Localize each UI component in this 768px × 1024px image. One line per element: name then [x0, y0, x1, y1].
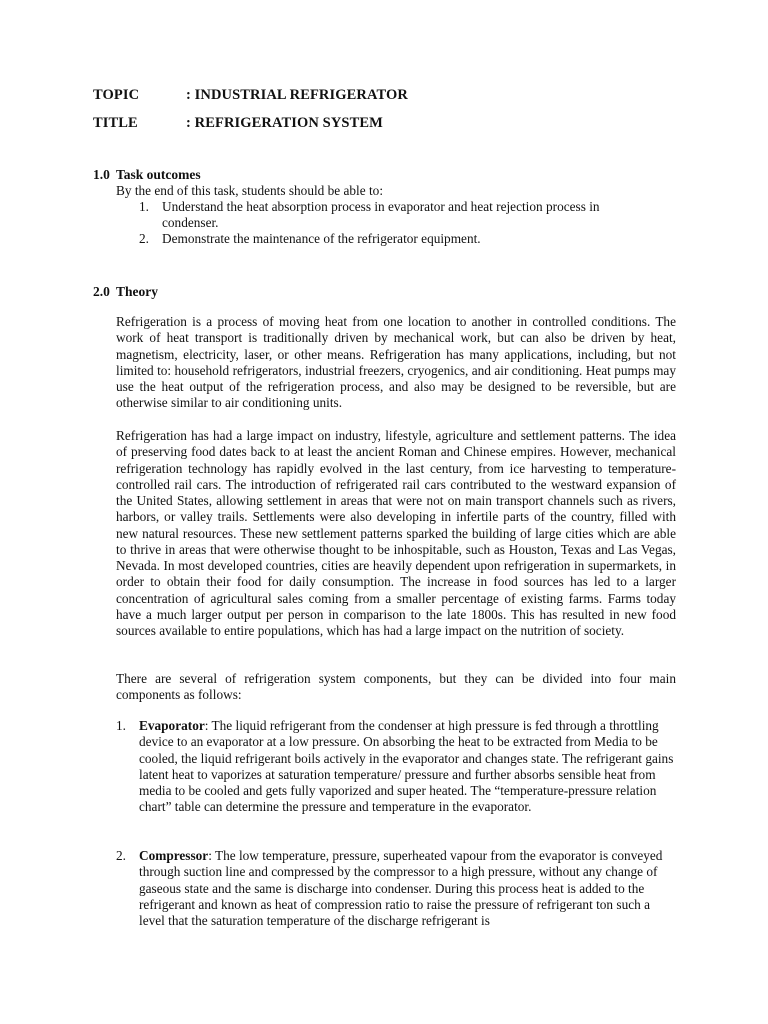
section-1-number: 1.0 — [93, 167, 110, 182]
component-2-name: Compressor — [139, 848, 209, 863]
outcome-1-number: 1. — [139, 199, 149, 214]
component-2-item — [139, 848, 677, 929]
theory-paragraph-3: There are several of refrigeration system components, but they can be divided into four main components as follows: — [116, 671, 676, 703]
title-key: TITLE — [93, 115, 138, 131]
topic-key: TOPIC — [93, 87, 140, 103]
outcome-1-line-1: Understand the heat absorption process in evaporator and heat rejection process in — [162, 199, 600, 214]
component-2-number: 2. — [116, 848, 126, 863]
section-2-title: Theory — [116, 284, 158, 299]
theory-paragraph-1: Refrigeration is a process of moving heat from one location to another in controlled conditions. The work of heat transport is traditionally driven by mechanical work, but can also be driven by heat, magnetism, electricity, laser, or other means. Refrigeration has many applications, including, but not limited to: household refrigerators, industrial freezers, cryogenics, and air conditioning. Heat pumps may use the heat output of the refrigeration process, and also may be designed to be reversible, but are otherwise similar to air conditioning units. — [116, 314, 676, 411]
outcome-2-number: 2. — [139, 231, 149, 246]
component-1-item — [139, 718, 677, 816]
topic-line — [93, 87, 408, 104]
section-2-number: 2.0 — [93, 284, 110, 299]
topic-value: : INDUSTRIAL REFRIGERATOR — [186, 87, 408, 103]
component-1-text: : The liquid refrigerant from the condenser at high pressure is fed through a throttling device to an evaporator at a low pressure. On absorbing the heat to be extracted from Media to be cooled, the liquid refrigerant boils actively in the evaporator and changes state. The refrigerant gains latent heat to vaporizes at saturation temperature/ pressure and further absorbs sensible heat from media to be cooled and gets fully vaporized and super heated. The “temperature-pressure relation chart” table can determine the pressure and temperature in the evaporator. — [139, 718, 674, 815]
outcome-2-line-1: Demonstrate the maintenance of the refrigerator equipment. — [162, 231, 481, 246]
section-1-intro: By the end of this task, students should be able to: — [116, 183, 384, 198]
section-1-heading — [93, 167, 201, 183]
component-1-name: Evaporator — [139, 718, 205, 733]
component-2-text: : The low temperature, pressure, superheated vapour from the evaporator is conveyed through suction line and compressed by the compressor to a high pressure, without any change of gaseous state and the same is discharge into condenser. During this process heat is added to the refrigerant and known as heat of compression ratio to raise the pressure of refrigerant ton such a level that the saturation temperature of the discharge refrigerant is — [139, 848, 663, 928]
component-1-number: 1. — [116, 718, 126, 733]
theory-paragraph-2: Refrigeration has had a large impact on industry, lifestyle, agriculture and settlement patterns. The idea of preserving food dates back to at least the ancient Roman and Chinese empires. However, mechanical refrigeration technology has rapidly evolved in the last century, from ice harvesting to temperature-controlled rail cars. The introduction of refrigerated rail cars contributed to the westward expansion of the United States, allowing settlement in areas that were not on main transport channels such as rivers, harbors, or valley trails. Settlements were also developing in infertile parts of the country, filled with new natural resources. These new settlement patterns sparked the building of large cities which are able to thrive in areas that were otherwise thought to be inhospitable, such as Houston, Texas and Las Vegas, Nevada. In most developed countries, cities are heavily dependent upon refrigeration in supermarkets, in order to obtain their food for daily consumption. The increase in food sources has led to a larger concentration of agricultural sales coming from a smaller percentage of existing farms. Farms today have a much larger output per person in comparison to the late 1800s. This has resulted in new food sources available to entire populations, which has had a large impact on the nutrition of society. — [116, 428, 676, 638]
title-line — [93, 115, 383, 132]
title-value: : REFRIGERATION SYSTEM — [186, 115, 383, 131]
section-2-heading — [93, 284, 158, 300]
section-1-title: Task outcomes — [116, 167, 201, 182]
outcome-1-line-2: condenser. — [162, 215, 219, 230]
